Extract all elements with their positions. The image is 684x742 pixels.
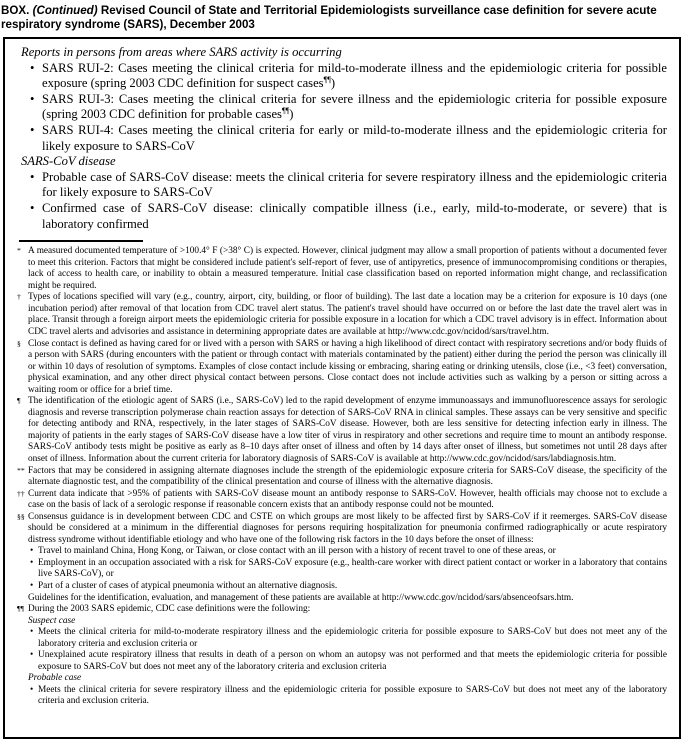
footnote-subheading-probable-case: Probable case xyxy=(28,673,82,684)
footnote-subheading-suspect-case: Suspect case xyxy=(28,615,76,626)
bullet-icon: • xyxy=(30,60,35,75)
footnote-bullet-text: Unexplained acute respiratory illness that results in death of a person on whom an autopsy was not performed and that meets the epidemiologic criteria for possible exposure to SARS-CoV but does not meet any of the laboratory criteria and exclusion criteria xyxy=(38,650,667,672)
case-definition-text xyxy=(42,61,667,91)
footnote-double-pilcrow xyxy=(17,604,667,708)
footnote-marker: ** xyxy=(17,465,25,475)
footnote-bullet-text: Part of a cluster of cases of atypical pneumonia without an alternative diagnosis. xyxy=(38,580,338,591)
footnote-double-section xyxy=(17,512,667,604)
footnote-separator xyxy=(19,240,143,242)
box-title xyxy=(0,0,684,31)
case-text-pre: SARS RUI-3: Cases meeting the clinical criteria for severe illness and the epidemiologic criteria for possible exposure (spring 2003 CDC definition for probable cases xyxy=(42,91,667,122)
footnote-text: Types of locations specified will vary (e.g., country, airport, city, building, or floor of building). The last date a location may be a criterion for exposure is 10 days (one incubation period) after removal of that location from CDC travel alert status. The patient's travel should have occurred on or before the last date the travel alert was in place. Transit through a foreign airport meets the epidemiologic criteria for possible exposure in a location for which a CDC travel advisory is in effect. Information about CDC travel alerts and advisories and assistance in determining appropriate dates are available at http://www.cdc.gov/ncidod/sars/travel.htm. xyxy=(28,292,667,337)
footnote-marker: § xyxy=(17,338,21,348)
case-definition-text: Probable case of SARS-CoV disease: meets the clinical criteria for severe respiratory illness and the epidemiologic criteria for likely exposure to SARS-CoV xyxy=(42,169,667,200)
footnote-marker: §§ xyxy=(17,511,25,521)
case-definition-content xyxy=(21,45,667,232)
bullet-icon: • xyxy=(30,169,35,184)
footnote-bullet-probable-1 xyxy=(28,685,667,708)
footnote-dagger xyxy=(17,292,667,338)
footnote-text: Factors that may be considered in assigning alternate diagnoses include the strength of the epidemiologic exposure criteria for SARS-CoV disease, the specificity of the alternate diagnostic test, and the compatibility of the clinical presentation and course of illness with the alternative diagnosis. xyxy=(28,465,667,488)
footnote-bullet-travel xyxy=(28,546,667,558)
case-definition-text: SARS RUI-4: Cases meeting the clinical criteria for early or mild-to-moderate illness and the epidemiologic criteria for likely exposure to SARS-CoV xyxy=(42,122,667,153)
footnotes xyxy=(17,246,667,708)
footnote-text: The identification of the etiologic agent of SARS (i.e., SARS-CoV) led to the rapid development of enzyme immunoassays and immunofluorescence assays for serologic diagnosis and reverse transcription polymerase chain reaction assays for detection of SARS-CoV RNA in clinical samples. These assays can be very sensitive and specific for detecting antibody and RNA, respectively, in the later stages of SARS-CoV disease. However, both are less sensitive for detecting infection early in illness. The majority of patients in the early stages of SARS-CoV disease have a low titer of virus in respiratory and other secretions and require time to mount an antibody response. SARS-CoV antibody tests might be positive as early as 8–10 days after onset of illness and often by 14 days after onset of illness, but sometimes not until 28 days after onset of illness. Information about the current criteria for laboratory diagnosis of SARS-CoV is available at http://www.cdc.gov/ncidod/sars/labdiagnosis.htm. xyxy=(28,396,667,464)
case-definition-item-rui3 xyxy=(21,92,667,123)
bullet-icon: • xyxy=(30,580,34,591)
footnote-section-mark xyxy=(17,339,667,397)
case-definition-box xyxy=(3,37,681,739)
footnote-bullet-text: Meets the clinical criteria for mild-to-moderate respiratory illness and the epidemiologic criteria for possible exposure to SARS-CoV but does not meet any of the laboratory criteria and exclusion criteria or xyxy=(38,627,667,649)
case-text-pre: SARS RUI-2: Cases meeting the clinical criteria for mild-to-moderate illness and the epidemiologic criteria for possible exposure (spring 2003 CDC definition for suspect cases xyxy=(42,60,667,91)
footnote-bullet-suspect-2 xyxy=(28,650,667,673)
case-definition-text xyxy=(42,92,667,122)
case-text-post: ) xyxy=(330,76,336,91)
case-definition-item-rui4 xyxy=(21,123,667,154)
footnote-marker: ¶ xyxy=(17,396,21,406)
section-heading-reports: Reports in persons from areas where SARS activity is occurring xyxy=(21,45,342,59)
footnote-text: Close contact is defined as having cared for or lived with a person with SARS or having a high likelihood of direct contact with respiratory secretions and/or body fluids of a person with SARS (during encounters with the patient or through contact with materials contaminated by the patient) either during the period the person was clinically ill or within 10 days of resolution of symptoms. Examples of close contact include kissing or embracing, sharing eating or drinking utensils, close (i.e., <3 feet) conversation, physical examination, and any other direct physical contact between persons. Close contact does not include activities such as walking by a person or sitting across a waiting room or office for a brief time. xyxy=(28,338,667,395)
footnote-bullet-text: Travel to mainland China, Hong Kong, or Taiwan, or close contact with an ill person with a history of recent travel to one of these areas, or xyxy=(38,546,556,557)
footnote-pilcrow xyxy=(17,396,667,465)
footnote-asterisk xyxy=(17,246,667,292)
footnote-bullet-employment xyxy=(28,558,667,581)
footnote-marker: † xyxy=(17,292,21,302)
bullet-icon: • xyxy=(30,684,34,695)
footnote-bullet-suspect-1 xyxy=(28,627,667,650)
bullet-icon: • xyxy=(30,627,34,638)
case-text-post: ) xyxy=(289,107,294,122)
bullet-icon: • xyxy=(30,650,34,661)
footnote-text: A measured documented temperature of >100.4° F (>38° C) is expected. However, clinical judgment may allow a small proportion of patients without a documented fever to meet this criterion. Factors that might be considered include patient's self-report of fever, use of antipyretics, presence of immunocompromising conditions or therapies, lack of access to health care, or inability to obtain a measured temperature. Initial case classification based on reported information might change, and reclassification might be required. xyxy=(28,246,667,291)
footnote-bullet-text: Employment in an occupation associated with a risk for SARS-CoV exposure (e.g., health-care worker with direct patient contact or worker in a laboratory that contains live SARS-CoV), or xyxy=(38,557,667,580)
footnote-double-asterisk xyxy=(17,466,667,489)
bullet-icon: • xyxy=(30,200,35,215)
box-title-label: BOX. xyxy=(1,4,30,17)
footnote-ref: ¶¶ xyxy=(323,75,331,84)
footnote-text: Current data indicate that >95% of patients with SARS-CoV disease mount an antibody response to SARS-CoV. However, health officials may choose not to exclude a case on the basis of lack of a serologic response if reasonable concern exists that an antibody response could not be mounted. xyxy=(28,488,667,511)
footnote-bullet-cluster xyxy=(28,581,667,593)
section-heading-sars-cov-disease: SARS-CoV disease xyxy=(21,154,116,169)
box-title-continued: (Continued) xyxy=(32,4,98,17)
case-definition-text: Confirmed case of SARS-CoV disease: clinically compatible illness (i.e., early, mild-to-moderate, or severe) that is laboratory confirmed xyxy=(42,200,667,231)
bullet-icon: • xyxy=(30,122,35,137)
bullet-icon: • xyxy=(30,557,34,568)
footnote-text: During the 2003 SARS epidemic, CDC case definitions were the following: xyxy=(28,604,311,615)
footnote-bullet-text: Meets the clinical criteria for severe respiratory illness and the epidemiologic criteria for possible exposure to SARS-CoV but does not meet any of the laboratory criteria and exclusion criteria. xyxy=(38,684,667,707)
case-definition-item-rui2 xyxy=(21,61,667,92)
bullet-icon: • xyxy=(30,546,34,557)
box-title-text: Revised Council of State and Territorial Epidemiologists surveillance case definition for severe acute respiratory syndrome (SARS), December 2003 xyxy=(1,4,657,31)
bullet-icon: • xyxy=(30,91,35,106)
footnote-tail-text: Guidelines for the identification, evaluation, and management of these patients are available at http://www.cdc.gov/ncidod/sars/absenceofsars.htm. xyxy=(28,592,574,603)
footnote-ref: ¶¶ xyxy=(281,106,290,116)
footnote-marker: * xyxy=(17,246,21,256)
case-definition-item-confirmed xyxy=(21,201,667,232)
footnote-text: Consensus guidance is in development between CDC and CSTE on which groups are most likely to be affected first by SARS-CoV if it reemerges. SARS-CoV disease should be considered at a minimum in the differential diagnoses for persons requiring hospitalization for pneumonia confirmed radiographically or acute respiratory distress syndrome without identifiable etiology and who have one of the following risk factors in the 10 days before the onset of illness: xyxy=(28,511,667,545)
footnote-double-dagger xyxy=(17,489,667,512)
footnote-marker: †† xyxy=(17,488,25,498)
footnote-marker: ¶¶ xyxy=(17,604,25,614)
case-definition-item-probable xyxy=(21,170,667,201)
